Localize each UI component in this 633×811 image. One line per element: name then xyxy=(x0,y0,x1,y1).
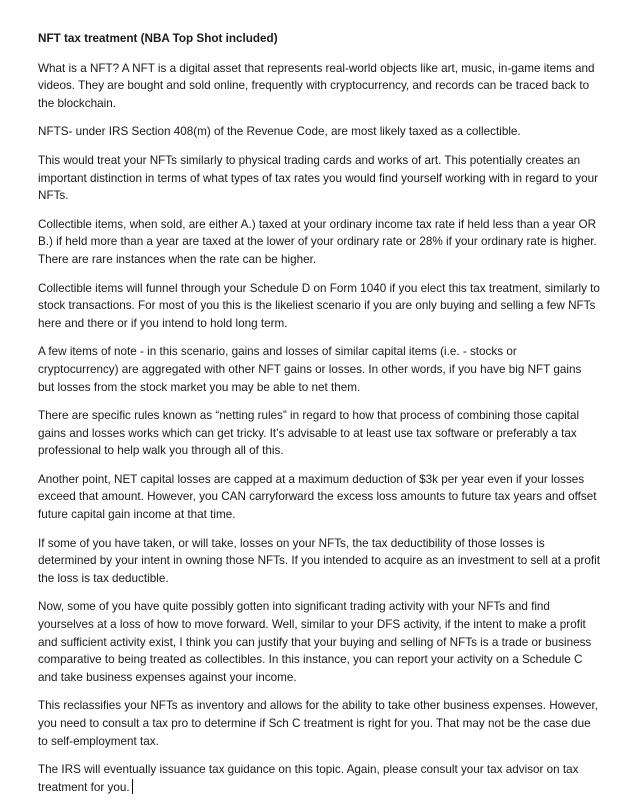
paragraph-schedule-d: Collectible items will funnel through your Schedule D on Form 1040 if you elect this tax treatment, similarly to stock transactions. For most of you this is the likeliest scenario if you are only buying and selling a few NFTs here and there or if you intend to hold long term. xyxy=(38,281,600,330)
paragraph-trading-cards: This would treat your NFTs similarly to physical trading cards and works of art. This potentially creates an important distinction in terms of what types of tax rates you would find yourself working with in regard to your NFTs. xyxy=(38,153,598,203)
paragraph-netting-rules: There are specific rules known as “netting rules” in regard to how that process of combining those capital gains and losses works which can get tricky. It’s advisable to at least use tax software or preferably a tax professional to help walk you through all of this. xyxy=(38,409,580,458)
document-title: NFT tax treatment (NBA Top Shot included) xyxy=(38,32,278,45)
paragraph-trade-or-business: Now, some of you have quite possibly gotten into significant trading activity with your NFTs and find yourselves at a loss of how to move forward. Well, similar to your DFS activity, if the intent to make a profit and sufficient activity exist, I think you can justify that your buying and selling of NFTs is a trade or business comparative to being treated as collectibles. In this instance, you can report your activity on a Schedule C and take business expenses against your income. xyxy=(38,600,592,684)
paragraph-irs-guidance xyxy=(38,761,600,796)
paragraph-loss-deductibility: If some of you have taken, or will take, losses on your NFTs, the tax deductibility of those losses is determined by your intent in owning those NFTs. If you intended to acquire as an investment to sell at a profit the loss is tax deductible. xyxy=(38,536,600,585)
paragraph-section-408m: NFTS- under IRS Section 408(m) of the Revenue Code, are most likely taxed as a collectible. xyxy=(38,125,521,139)
paragraph-capital-losses: Another point, NET capital losses are capped at a maximum deduction of $3k per year even if your losses exceed that amount. However, you CAN carryforward the excess loss amounts to future tax years and offset future capital gain income at that time. xyxy=(38,472,597,522)
paragraph-collectible-rates: Collectible items, when sold, are either A.) taxed at your ordinary income tax rate if held less than a year OR B.) if held more than a year are taxed at the lower of your ordinary rate or 28% if your ordinary rate is higher. There are rare instances when the rate can be higher. xyxy=(38,217,597,266)
paragraph-what-is-nft: What is a NFT? A NFT is a digital asset that represents real-world objects like art, music, in-game items and videos. They are bought and sold online, frequently with cryptocurrency, and records can be traced back to the blockchain. xyxy=(38,61,595,110)
paragraph-irs-guidance-text: The IRS will eventually issuance tax guidance on this topic. Again, please consult your tax advisor on tax treatment for you. xyxy=(38,763,579,794)
paragraph-inventory: This reclassifies your NFTs as inventory and allows for the ability to take other business expenses. However, you need to consult a tax pro to determine if Sch C treatment is right for you. That may not be the case due to self-employment tax. xyxy=(38,699,598,748)
paragraph-items-of-note: A few items of note - in this scenario, gains and losses of similar capital items (i.e. - stocks or cryptocurrency) are aggregated with other NFT gains or losses. In other words, if you have big NFT gains but losses from the stock market you may be able to net them. xyxy=(38,345,582,394)
text-cursor xyxy=(132,779,133,794)
document-page[interactable] xyxy=(38,30,600,807)
